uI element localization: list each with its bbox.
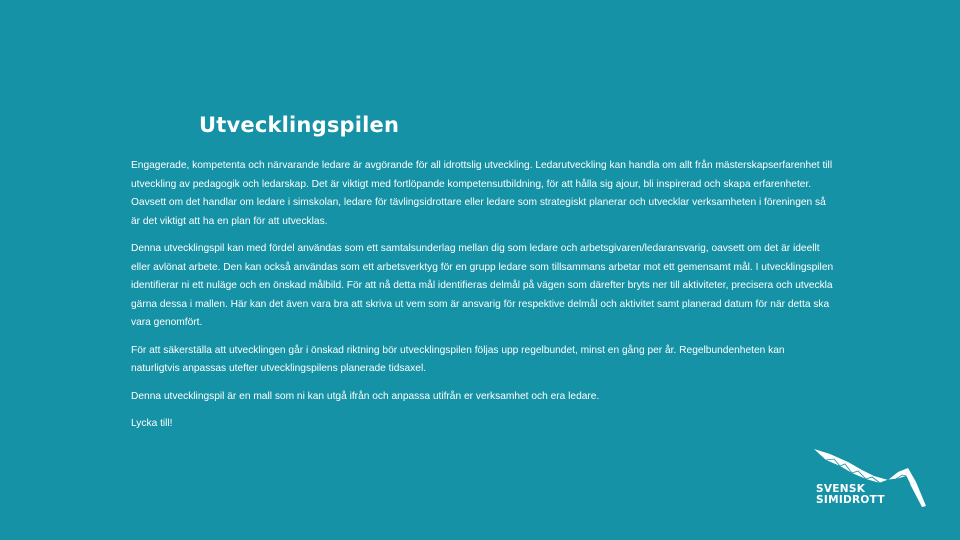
logo-line-1: SVENSK xyxy=(816,483,866,495)
body-text xyxy=(131,157,836,443)
paragraph-usage: Denna utvecklingspil kan med fördel användas som ett samtalsunderlag mellan dig som ledare och arbetsgivaren/ledaransvarig, oavsett om det är ideellt eller avlönat arbete. Den kan också användas som ett arbetsverktyg för en grupp ledare som tillsammans arbetar mot ett gemensamt mål. I utvecklingspilen identifierar ni ett nuläge och en önskad målbild. För att nå detta mål identifieras delmål på vägen som därefter bryts ner till aktiviteter, precisera och utveckla gärna dessa i mallen. Här kan det även vara bra att skriva ut vem som är ansvarig för respektive delmål och aktivitet samt planerad datum för när detta ska vara genomfört. xyxy=(131,243,834,328)
paragraph-intro: Engagerade, kompetenta och närvarande ledare är avgörande för all idrottslig utveckling. Ledarutveckling kan handla om allt från mästerskapserfarenhet till utveckling av pedagogik och ledarskap. Det är viktigt med fortlöpande kompetensutbildning, för att hålla sig ajour, bli inspirerad och skapa erfarenheter. xyxy=(131,160,833,190)
paragraph-closing: Lycka till! xyxy=(131,418,173,429)
paragraph-plan: Oavsett om det handlar om ledare i simskolan, ledare för tävlingsidrottare eller ledare som strategiskt planerar och utvecklar verksamheten i föreningen så är det viktigt att ha en plan för att utvecklas. xyxy=(131,197,826,227)
svensk-simidrott-logo xyxy=(812,446,930,512)
page-title: Utvecklingspilen xyxy=(199,113,400,137)
paragraph-template: Denna utvecklingspil är en mall som ni kan utgå ifrån och anpassa utifrån er verksamhet och era ledare. xyxy=(131,390,600,402)
logo-line-2: SIMIDROTT xyxy=(816,494,885,506)
logo-text xyxy=(816,484,885,506)
paragraph-followup: För att säkerställa att utvecklingen går i önskad riktning bör utvecklingspilen följas upp regelbundet, minst en gång per år. Regelbundenheten kan naturligtvis anpassas utefter utvecklingspilens planerade tidsaxel. xyxy=(131,344,785,374)
